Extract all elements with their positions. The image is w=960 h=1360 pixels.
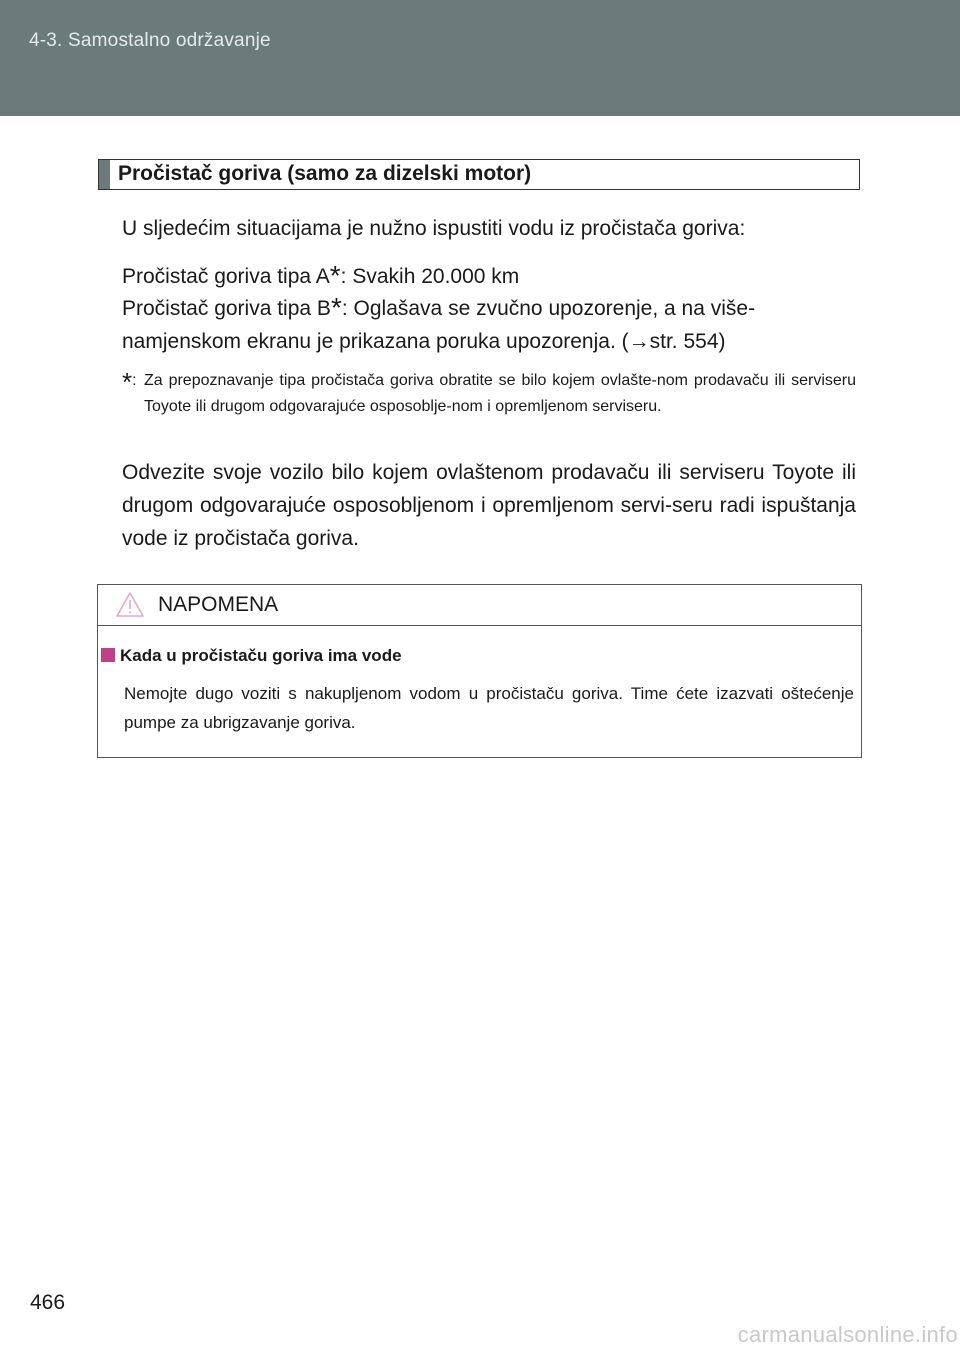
footnote (122, 368, 856, 420)
notice-body: Nemojte dugo voziti s nakupljenom vodom u pročistaču goriva. Time ćete izazvati oštećenje pumpe za ubrigzavanje goriva. (124, 684, 854, 732)
section-heading-box (98, 159, 860, 190)
notice-subtitle-text: Kada u pročistaču goriva ima vode (120, 646, 402, 665)
page-number: 466 (30, 1291, 66, 1314)
notice-label: NAPOMENA (158, 593, 279, 616)
filter-type-b-suffix: : Oglašava se zvučno upozorenje, a na više- (341, 297, 756, 320)
chapter-header-bar (0, 0, 960, 116)
filter-type-b-line2-text: namjenskom ekranu je prikazana poruka upozorenja. ( (122, 330, 629, 353)
service-paragraph: Odvezite svoje vozilo bilo kojem ovlaštenom prodavaču ili serviseru Toyote ili drugom odgovarajuće osposobljenom i opremljenom servi-seru radi ispuštanja vode iz pročistača goriva. (122, 461, 856, 550)
asterisk-mark: * (329, 260, 341, 291)
filter-type-a-suffix: : Svakih 20.000 km (340, 265, 520, 288)
section-title: Pročistač goriva (samo za dizelski motor) (118, 162, 532, 185)
footnote-colon: : (132, 372, 137, 389)
footnote-marker (122, 367, 137, 397)
filter-type-a-prefix: Pročistač goriva tipa A (122, 265, 330, 288)
watermark: carmanualsonline.info (737, 1322, 958, 1347)
asterisk-mark: * (330, 292, 342, 323)
filter-type-b-line-2 (122, 325, 856, 358)
notice-header (98, 585, 861, 626)
filter-type-b-line (122, 292, 856, 325)
chapter-title: 4-3. Samostalno održavanje (29, 30, 271, 51)
arrow-icon: → (628, 330, 650, 353)
notice-box (97, 584, 862, 758)
square-bullet-icon (101, 648, 115, 662)
footnote-text: Za prepoznavanje tipa pročistača goriva obratite se bilo kojem ovlašte-nom prodavaču ili serviseru Toyote ili drugom odgovarajuće osposoblje-nom i opremljenom serviseru. (144, 372, 856, 415)
filter-type-b-prefix: Pročistač goriva tipa B (122, 297, 331, 320)
intro-paragraph: U sljedećim situacijama je nužno ispustiti vodu iz pročistača goriva: (122, 217, 746, 240)
asterisk-mark: * (122, 367, 133, 397)
filter-type-a-line (122, 260, 856, 293)
notice-subtitle (101, 646, 402, 666)
page-reference-link[interactable]: str. 554) (649, 330, 726, 353)
warning-triangle-icon (115, 591, 145, 618)
section-heading-accent (99, 160, 110, 189)
